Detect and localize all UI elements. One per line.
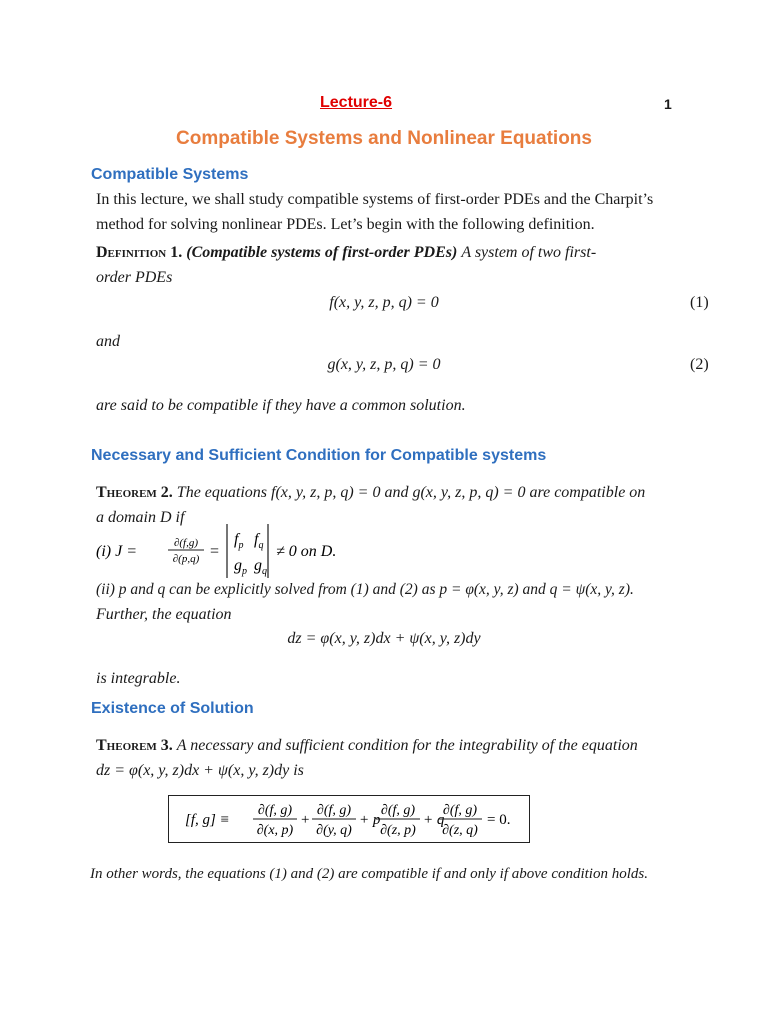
plus-1: + — [301, 812, 310, 828]
jacobian-denominator: ∂(p,q) — [172, 553, 200, 565]
definition-title: (Compatible systems of first-order PDEs) — [186, 244, 458, 261]
heading-compatible-systems: Compatible Systems — [91, 166, 249, 183]
equation-2: g(x, y, z, p, q) = 0 — [327, 356, 441, 373]
definition-1-line-2: order PDEs — [96, 269, 173, 286]
definition-1-line-1 — [96, 240, 720, 265]
jacobian-equals: = — [210, 543, 220, 560]
plus-q: + q — [423, 812, 445, 828]
determinant-fq: $f_q$ — [254, 531, 264, 551]
theorem-2-line-1 — [96, 480, 720, 505]
jacobian-condition — [90, 522, 390, 580]
page-title: Compatible Systems and Nonlinear Equations — [176, 128, 592, 149]
plus-p: + p — [359, 812, 381, 828]
equals-zero: = 0. — [487, 812, 511, 828]
determinant-gp: $g_p$ — [234, 557, 247, 577]
theorem-3-label: Theorem 3. — [96, 737, 173, 754]
further-text: Further, the equation — [96, 606, 232, 623]
page-number: 1 — [664, 96, 672, 112]
theorem-2-line-2: a domain D if — [96, 509, 185, 526]
frac-4-numerator: ∂(f, g) — [442, 803, 478, 818]
theorem-3-line-2: dz = φ(x, y, z)dx + ψ(x, y, z)dy is — [96, 762, 304, 779]
frac-3-numerator: ∂(f, g) — [380, 803, 416, 818]
intro-line-2: method for solving nonlinear PDEs. Let’s begin with the following definition. — [96, 216, 595, 233]
heading-necessary-sufficient: Necessary and Sufficient Condition for Compatible systems — [91, 447, 547, 464]
equation-2-number: (2) — [690, 356, 709, 373]
and-text: and — [96, 333, 120, 350]
definition-label: Definition 1. — [96, 244, 183, 261]
poisson-bracket-formula — [169, 796, 529, 842]
condition-ii: (ii) p and q can be explicitly solved from (1) and (2) as p = φ(x, y, z) and q = ψ(x, y, z). — [96, 581, 634, 598]
frac-3-denominator: ∂(z, p) — [380, 823, 416, 838]
poisson-bracket-box — [168, 795, 530, 843]
determinant-gq: $g_q$ — [254, 557, 267, 577]
frac-2-numerator: ∂(f, g) — [316, 803, 352, 818]
condition-i-suffix: ≠ 0 on D. — [276, 543, 337, 560]
intro-line-1: In this lecture, we shall study compatible systems of first-order PDEs and the Charpit’s — [96, 191, 654, 208]
condition-i-prefix: (i) J = — [96, 543, 137, 560]
dz-equation: dz = φ(x, y, z)dx + ψ(x, y, z)dy — [287, 630, 481, 647]
theorem-2-label: Theorem 2. — [96, 484, 173, 501]
integrable-text: is integrable. — [96, 670, 181, 687]
frac-2-denominator: ∂(y, q) — [316, 823, 352, 838]
frac-4-denominator: ∂(z, q) — [442, 823, 478, 838]
theorem-3-text: A necessary and sufficient condition for the integrability of the equation — [176, 737, 638, 754]
theorem-3-line-1 — [96, 733, 720, 758]
frac-1-denominator: ∂(x, p) — [256, 823, 294, 838]
definition-text-1: A system of two first- — [461, 244, 597, 261]
frac-1-numerator: ∂(f, g) — [257, 803, 293, 818]
determinant-fp: $f_p$ — [234, 531, 244, 551]
conclusion-text: In other words, the equations (1) and (2) are compatible if and only if above condition holds. — [90, 866, 648, 882]
equation-1-number: (1) — [690, 294, 709, 311]
heading-existence-of-solution: Existence of Solution — [91, 700, 254, 717]
definition-end: are said to be compatible if they have a common solution. — [96, 397, 466, 414]
equation-1: f(x, y, z, p, q) = 0 — [329, 294, 439, 311]
lecture-label: Lecture-6 — [320, 94, 393, 111]
jacobian-numerator: ∂(f,g) — [173, 537, 199, 549]
bracket-lhs: [f, g] ≡ — [185, 812, 230, 828]
theorem-2-text: The equations f(x, y, z, p, q) = 0 and g(x, y, z, p, q) = 0 are compatible on — [176, 484, 646, 501]
